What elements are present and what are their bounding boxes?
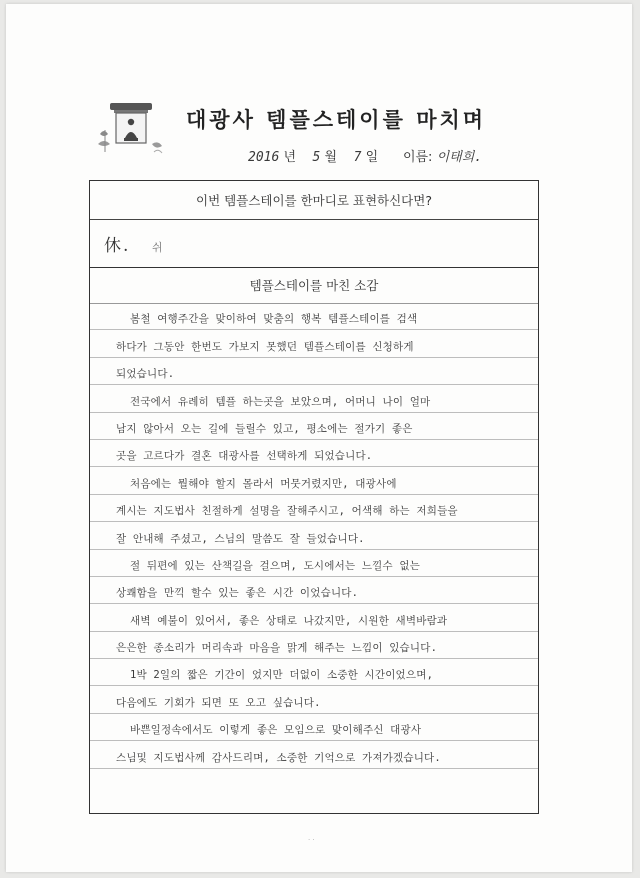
handwritten-text: 봄철 여행주간을 맞이하여 맞춤의 행복 템플스테이를 검색 [130, 313, 418, 326]
writing-line [90, 495, 538, 522]
writing-line [90, 467, 538, 494]
answer-text [104, 231, 164, 256]
handwritten-text: 하다가 그동안 한번도 가보지 못했던 템플스테이를 신청하게 [116, 340, 414, 353]
handwritten-text: 곳을 고르다가 결혼 대광사를 선택하게 되었습니다. [116, 450, 373, 463]
writing-line [90, 632, 538, 659]
handwritten-text: 전국에서 유례히 템플 하는곳을 보았으며, 어머니 나이 얼마 [130, 395, 431, 408]
handwritten-text: 계시는 지도법사 친절하게 설명을 잘해주시고, 어색해 하는 저희들을 [116, 505, 458, 518]
section-title [90, 267, 538, 304]
writing-line [90, 330, 538, 357]
day-value: 7 [353, 150, 362, 165]
date-name-line [248, 146, 482, 165]
question-text: 이번 템플스테이를 한마디로 표현하신다면? [196, 193, 432, 208]
writing-line [90, 577, 538, 604]
handwritten-text: 바쁜일정속에서도 이렇게 좋은 모임으로 맞이해주신 대광사 [130, 724, 422, 737]
answer-small: 쉬 [151, 240, 165, 254]
handwritten-text: 은은한 종소리가 머리속과 마음을 맑게 해주는 느낌이 있습니다. [116, 642, 438, 655]
writing-line [90, 413, 538, 440]
year-value: 2016 [248, 150, 280, 165]
month-value: 5 [312, 150, 321, 165]
answer-row [90, 219, 538, 268]
writing-line [90, 741, 538, 768]
temple-logo-icon [96, 100, 166, 158]
handwritten-text: 잘 안내해 주셨고, 스님의 말씀도 잘 들었습니다. [116, 532, 365, 545]
survey-form [89, 180, 539, 814]
handwritten-text: 되었습니다. [116, 368, 175, 381]
footer-mark: · · [308, 836, 315, 844]
handwritten-text: 다음에도 기회가 되면 또 오고 싶습니다. [116, 696, 321, 709]
writing-line [90, 714, 538, 741]
writing-line [90, 358, 538, 385]
writing-line [90, 522, 538, 549]
day-unit: 일 [365, 150, 379, 165]
name-value: 이태희. [436, 150, 483, 165]
month-unit: 월 [324, 150, 338, 165]
handwritten-text: 스님및 지도법사께 감사드리며, 소중한 기억으로 가져가겠습니다. [116, 751, 441, 764]
handwritten-text: 절 뒤편에 있는 산책길을 걸으며, 도시에서는 느낄수 없는 [130, 559, 421, 572]
impressions-lines [90, 303, 538, 769]
page-title: 대광사 템플스테이를 마치며 [186, 108, 487, 132]
handwritten-text: 1박 2일의 짧은 기간이 었지만 더없이 소중한 시간이었으며, [130, 669, 434, 682]
section-title-text: 템플스테이를 마친 소감 [249, 278, 379, 293]
name-label: 이름: [402, 150, 433, 165]
writing-line [90, 686, 538, 713]
writing-line [90, 550, 538, 577]
writing-line [90, 604, 538, 631]
question-row [90, 181, 538, 220]
handwritten-text: 상쾌함을 만끽 할수 있는 좋은 시간 이었습니다. [116, 587, 359, 600]
writing-line [90, 385, 538, 412]
year-unit: 년 [283, 150, 297, 165]
writing-line [90, 659, 538, 686]
writing-line [90, 440, 538, 467]
handwritten-text: 처음에는 뭘해야 할지 몰라서 머뭇거렸지만, 대광사에 [130, 477, 397, 490]
writing-line [90, 303, 538, 330]
answer-main: 休. [104, 236, 131, 256]
handwritten-text: 새벽 예불이 있어서, 좋은 상태로 나갔지만, 시원한 새벽바람과 [130, 614, 448, 627]
handwritten-text: 남지 않아서 오는 길에 들릴수 있고, 평소에는 절가기 좋은 [116, 422, 413, 435]
